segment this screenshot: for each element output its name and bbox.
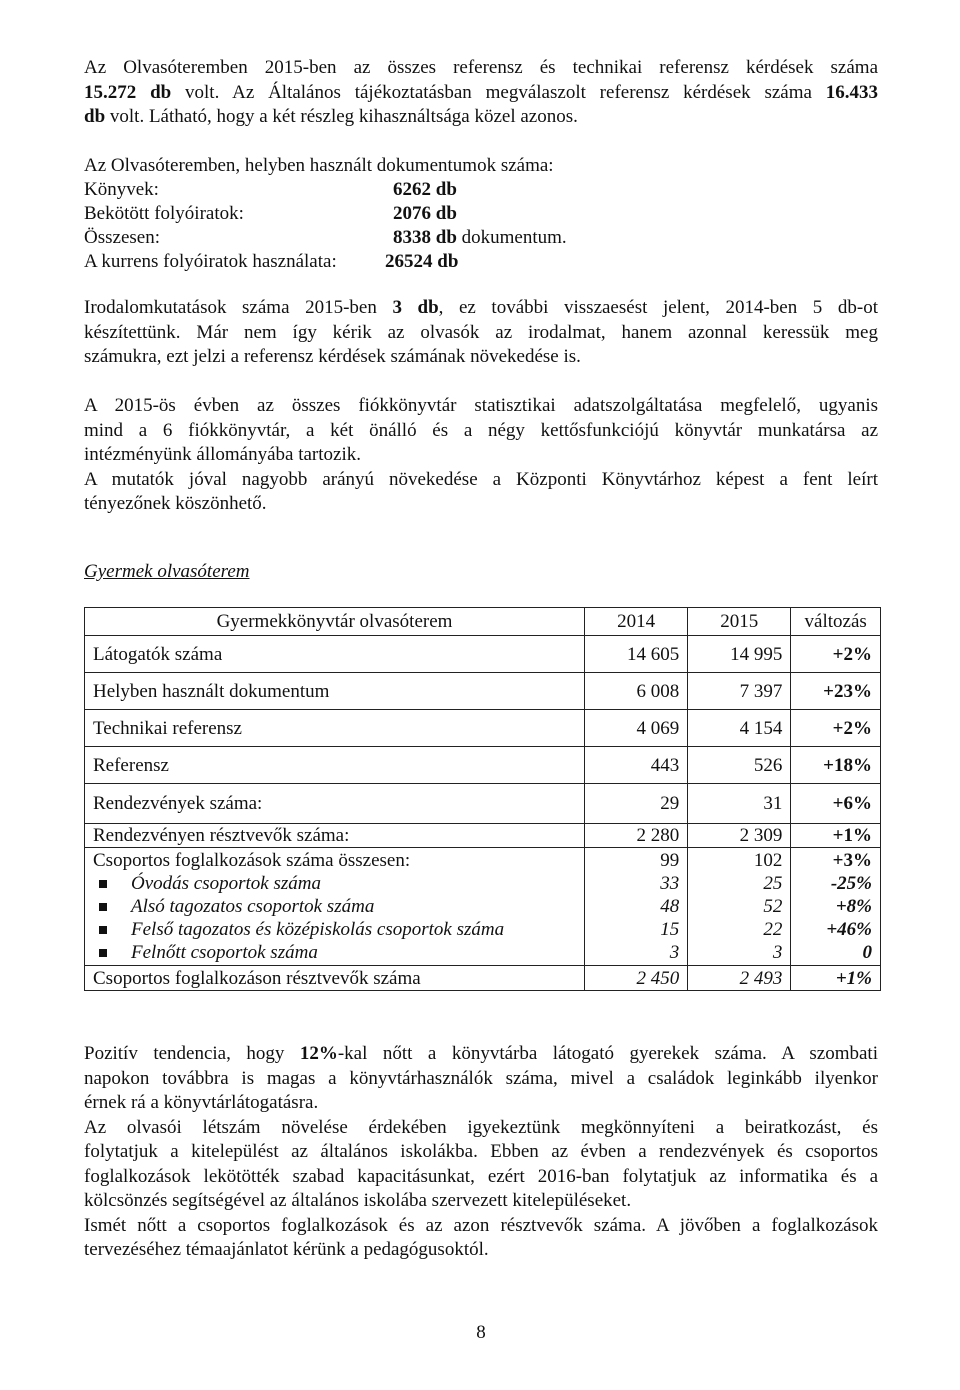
- text-line: A 2015-ös évben az összes fiókkönyvtár statisztikai adatszolgáltatása megfelelő, ugyanis: [84, 395, 878, 416]
- sub-item: Alsó tagozatos csoportok száma: [93, 895, 576, 918]
- table-cell: 443: [585, 747, 688, 784]
- text-line: tényezőnek köszönhető.: [84, 493, 267, 514]
- table-cell: [85, 848, 585, 966]
- text-line: készítettünk. Már nem így kérik az olvasók az irodalmat, hanem azonnal keressük meg: [84, 321, 878, 343]
- text-line: számukra, ezt jelzi a referensz kérdések számának növekedése is.: [84, 346, 581, 367]
- table-cell: Látogatók száma: [85, 636, 585, 673]
- text-line: érnek rá a könyvtárlátogatásra.: [84, 1092, 319, 1113]
- table-cell: 2 309: [688, 824, 791, 848]
- text-line: 15.272 db volt. Az Általános tájékoztatásban megválaszolt referensz kérdések száma 16.433: [84, 81, 878, 103]
- children-reading-room-table: [84, 607, 881, 991]
- table-cell: Helyben használt dokumentum: [85, 673, 585, 710]
- table-cell: +2%: [791, 636, 881, 673]
- table-cell: +1%: [791, 966, 881, 991]
- text-line: Pozitív tendencia, hogy 12%-kal nőtt a könyvtárba látogató gyerekek száma. A szombati: [84, 1043, 878, 1064]
- text-line: Az Olvasóteremben 2015-ben az összes referensz és technikai referensz kérdések száma: [84, 57, 878, 78]
- text-line: foglalkozások lekötötték szabad kapacitásunkat, ezért 2016-ban folytatjuk az informatika és a: [84, 1165, 878, 1187]
- table-row: [85, 636, 881, 673]
- bullet-icon: [99, 880, 107, 888]
- table-header-cell: 2015: [688, 608, 791, 636]
- table-cell: Referensz: [85, 747, 585, 784]
- table-cell: 2 450: [585, 966, 688, 991]
- table-group-row: [85, 848, 881, 966]
- table-cell: 4 154: [688, 710, 791, 747]
- table-cell: Technikai referensz: [85, 710, 585, 747]
- paragraph-literature-research: [84, 296, 878, 370]
- bullet-icon: [99, 926, 107, 934]
- text-line: A mutatók jóval nagyobb arányú növekedése a Központi Könyvtárhoz képest a fent leírt: [84, 468, 878, 490]
- doc-usage-title: Az Olvasóteremben, helyben használt dokumentumok száma:: [84, 155, 554, 176]
- table-cell: +2%: [791, 710, 881, 747]
- table-header-cell: Gyermekkönyvtár olvasóterem: [85, 608, 585, 636]
- table-row: [85, 966, 881, 991]
- table-cell: 526: [688, 747, 791, 784]
- table-cell: +1%: [791, 824, 881, 848]
- table-cell: +23%: [791, 673, 881, 710]
- table-cell: 4 069: [585, 710, 688, 747]
- table-cell: 102 25 52 22 3: [688, 848, 791, 966]
- table-cell: Csoportos foglalkozáson résztvevők száma: [85, 966, 585, 991]
- table-cell: 31: [688, 784, 791, 824]
- table-cell: 99 33 48 15 3: [585, 848, 688, 966]
- sub-item: Óvodás csoportok száma: [93, 872, 576, 895]
- text-line: folytatjuk a kitelepülést az általános iskolákba. Ebben az évben a rendezvények és csoportos: [84, 1141, 878, 1162]
- paragraph-branch-libraries: [84, 394, 878, 517]
- table-row: [85, 747, 881, 784]
- bullet-icon: [99, 949, 107, 957]
- table-cell: 6 008: [585, 673, 688, 710]
- text-line: intézményünk állományába tartozik.: [84, 444, 361, 465]
- table-header-row: [85, 608, 881, 636]
- table-cell: 2 493: [688, 966, 791, 991]
- paragraph-reference-questions: [84, 56, 878, 130]
- table-cell: +6%: [791, 784, 881, 824]
- table-row: [85, 673, 881, 710]
- bullet-icon: [99, 903, 107, 911]
- table-cell: +18%: [791, 747, 881, 784]
- text-line: kölcsönzés segítségével az általános iskolába szervezett kitelepüléseket.: [84, 1190, 632, 1211]
- section-heading: Gyermek olvasóterem: [84, 561, 250, 582]
- paragraph-positive-trend: [84, 1042, 878, 1263]
- text-line: napokon továbbra is magas a könyvtárhasználók száma, mivel a családok leginkább ilyenkor: [84, 1067, 878, 1089]
- table-header-cell: 2014: [585, 608, 688, 636]
- table-header-cell: változás: [791, 608, 881, 636]
- table-cell: Rendezvények száma:: [85, 784, 585, 824]
- table-cell: Rendezvényen résztvevők száma:: [85, 824, 585, 848]
- text-line: tervezéséhez témaajánlatot kérünk a pedagógusoktól.: [84, 1239, 489, 1260]
- table-cell: 29: [585, 784, 688, 824]
- table-cell: 14 605: [585, 636, 688, 673]
- table-row: [85, 784, 881, 824]
- text-line: db volt. Látható, hogy a két részleg kihasználtsága közel azonos.: [84, 106, 578, 127]
- table-cell: 7 397: [688, 673, 791, 710]
- table-cell: 2 280: [585, 824, 688, 848]
- text-line: mind a 6 fiókkönyvtár, a két önálló és a négy kettősfunkciójú könyvtár munkatársa az: [84, 419, 878, 441]
- text-line: Ismét nőtt a csoportos foglalkozások és az azon résztvevők száma. A jövőben a foglalkozások: [84, 1214, 878, 1236]
- table-row: [85, 824, 881, 848]
- text-line: Az olvasói létszám növelése érdekében igyekeztünk megkönnyíteni a beiratkozást, és: [84, 1116, 878, 1138]
- page-number: 8: [476, 1322, 486, 1343]
- text-line: Irodalomkutatások száma 2015-ben 3 db, ez további visszaesést jelent, 2014-ben 5 db-ot: [84, 297, 878, 318]
- table-cell: +3% -25% +8% +46% 0: [791, 848, 881, 966]
- sub-item: Felső tagozatos és középiskolás csoportok száma: [93, 918, 576, 941]
- table-row: [85, 710, 881, 747]
- table-cell: 14 995: [688, 636, 791, 673]
- group-label: Csoportos foglalkozások száma összesen:: [93, 850, 411, 871]
- sub-item: Felnőtt csoportok száma: [93, 941, 576, 964]
